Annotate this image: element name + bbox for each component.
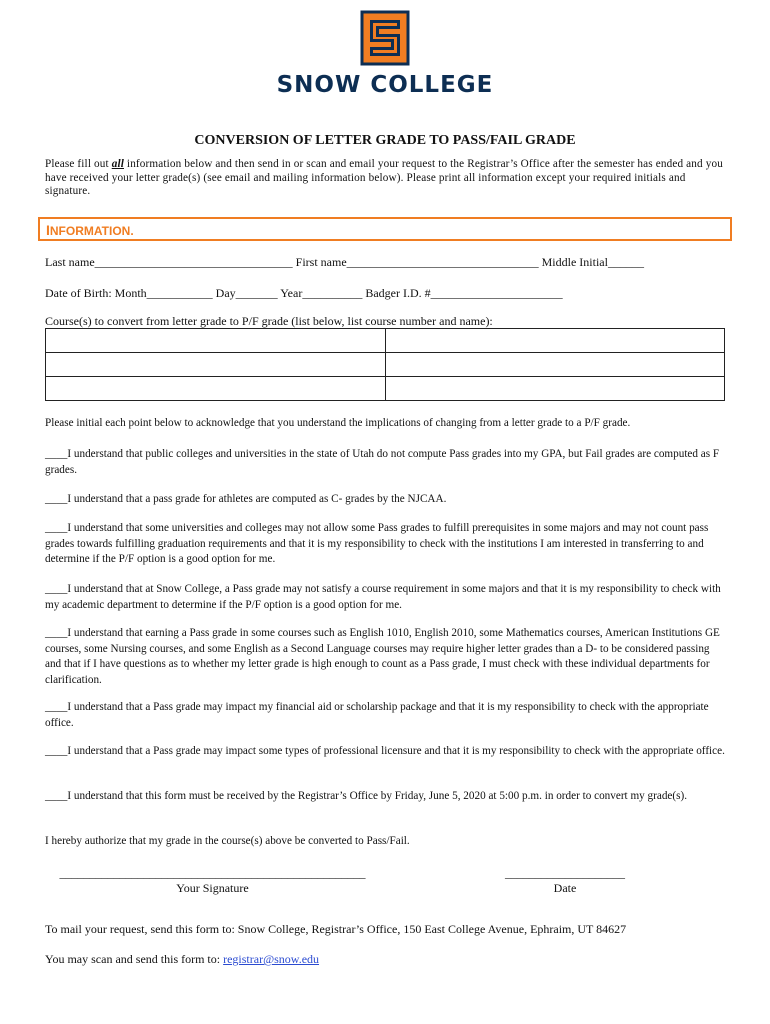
authorize-statement: I hereby authorize that my grade in the course(s) above be converted to Pass/Fail. <box>45 835 410 847</box>
course-cell[interactable] <box>385 353 725 377</box>
course-cell[interactable] <box>46 329 386 353</box>
section-heading-cap: I <box>46 222 50 238</box>
course-cell[interactable] <box>385 377 725 401</box>
acknowledge-point-2: ____I understand that a pass grade for athletes are computed as C- grades by the NJCAA. <box>45 493 447 505</box>
signature-block <box>45 866 380 896</box>
registrar-email-link[interactable]: registrar@snow.edu <box>223 952 320 966</box>
date-block <box>495 866 635 896</box>
scan-instructions <box>45 952 725 968</box>
intro-paragraph <box>45 158 725 199</box>
intro-after: information below and then send in or scan and email your request to the Registrar’s Office after the semester has ended and you have received your letter grade(s) (see email and mailing information below). Please print all information except your required initials and signature. <box>45 158 723 197</box>
courses-label: Course(s) to convert from letter grade to P/F grade (list below, list course number and name): <box>45 314 493 328</box>
date-line[interactable]: ____________________ <box>505 866 625 880</box>
table-row <box>46 353 725 377</box>
signature-line[interactable]: ___________________________________________________ <box>59 866 366 880</box>
information-section-box <box>38 217 732 241</box>
acknowledge-point-7: ____I understand that a Pass grade may impact some types of professional licensure and that it is my responsibility to check with the appropriate office. <box>45 745 725 757</box>
course-cell[interactable] <box>46 353 386 377</box>
name-field-line[interactable]: Last name_________________________________ First name________________________________ Middle Initial______ <box>45 255 644 269</box>
scan-text: You may scan and send this form to: <box>45 952 224 966</box>
snow-college-s-logo-icon <box>360 10 410 66</box>
acknowledge-point-8: ____I understand that this form must be received by the Registrar’s Office by Friday, June 5, 2020 at 5:00 p.m. in order to convert my grade(s). <box>45 790 687 802</box>
information-section-heading <box>46 222 134 238</box>
signature-label: Your Signature <box>176 881 249 895</box>
intro-before: Please fill out <box>45 158 112 170</box>
acknowledge-point-3: ____I understand that some universities and colleges may not allow some Pass grades to fulfill prerequisites in some majors and may not count pass grades towards fulfilling graduation requirements and that it is my responsibility to check with the institutions I am interested in transferring to and determine if the P/F option is a good option for me. <box>45 522 709 565</box>
acknowledge-point-4: ____I understand that at Snow College, a Pass grade may not satisfy a course requirement in some majors and that it is my responsibility to check with my academic department to determine if the P/F option is a good option for me. <box>45 583 721 611</box>
date-label: Date <box>553 881 577 895</box>
acknowledge-intro: Please initial each point below to acknowledge that you understand the implications of changing from a letter grade to a P/F grade. <box>45 417 631 429</box>
acknowledge-point-6: ____I understand that a Pass grade may impact my financial aid or scholarship package and that it is my responsibility to check with the appropriate office. <box>45 701 709 729</box>
course-cell[interactable] <box>385 329 725 353</box>
logo-wordmark: SNOW COLLEGE <box>276 72 494 98</box>
dob-id-field-line[interactable]: Date of Birth: Month___________ Day_______ Year__________ Badger I.D. #______________________ <box>45 286 563 300</box>
table-row <box>46 329 725 353</box>
section-heading-rest: NFORMATION. <box>49 224 134 238</box>
table-row <box>46 377 725 401</box>
acknowledge-point-5: ____I understand that earning a Pass grade in some courses such as English 1010, English 2010, some Mathematics courses, American Institutions GE courses, some Nursing courses, and some English as a Second Language courses may require higher letter grades than a D- to be considered passing and that if I have questions as to whether my letter grade is high enough to count as a Pass grade, I must check with these individual departments for clarification. <box>45 627 720 686</box>
intro-emphasis: all <box>111 158 124 170</box>
college-logo <box>0 10 770 98</box>
document-title: CONVERSION OF LETTER GRADE TO PASS/FAIL GRADE <box>194 133 576 148</box>
acknowledge-point-1: ____I understand that public colleges and universities in the state of Utah do not compute Pass grades into my GPA, but Fail grades are computed as F grades. <box>45 448 720 476</box>
courses-table <box>45 328 725 401</box>
course-cell[interactable] <box>46 377 386 401</box>
mail-instructions: To mail your request, send this form to: Snow College, Registrar’s Office, 150 East College Avenue, Ephraim, UT 84627 <box>45 922 627 936</box>
